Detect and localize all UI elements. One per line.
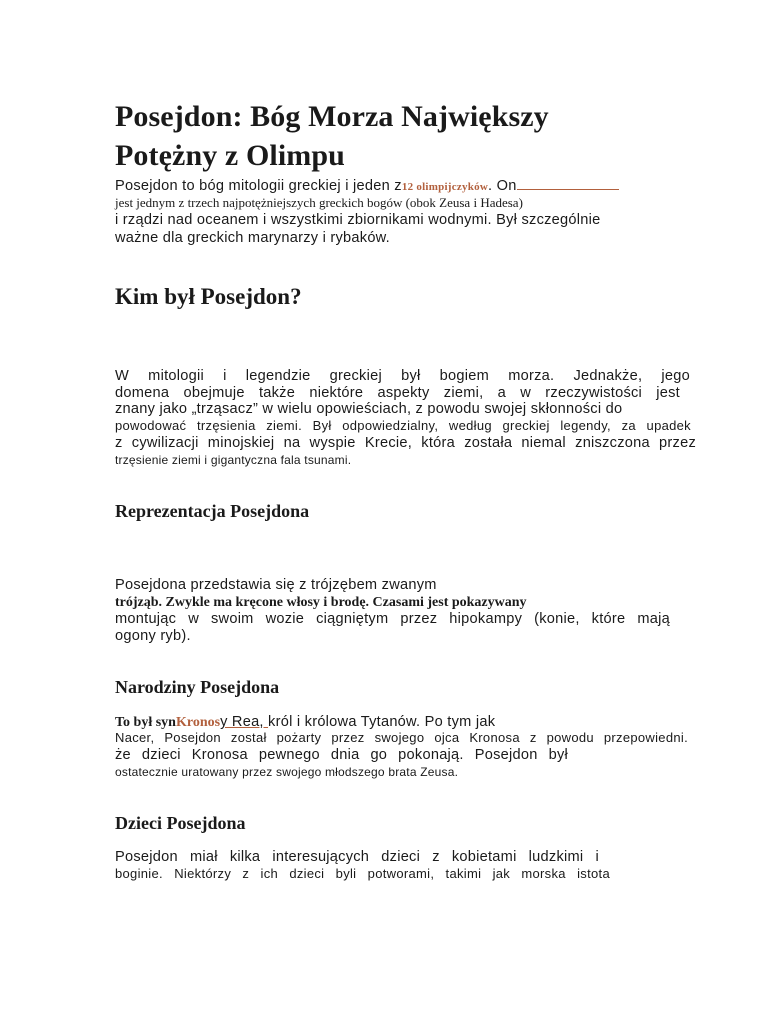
intro-line-1 bbox=[115, 178, 619, 196]
section1-line-1: W mitologii i legendzie greckiej był bogiem morza. Jednakże, jego bbox=[115, 368, 690, 384]
intro-line-4: ważne dla greckich marynarzy i rybaków. bbox=[115, 230, 390, 246]
section1-line-4: powodować trzęsienia ziemi. Był odpowiedzialny, według greckiej legendy, za upadek bbox=[115, 418, 691, 433]
section-heading-narodziny: Narodziny Posejdona bbox=[115, 677, 280, 697]
section-heading-dzieci: Dzieci Posejdona bbox=[115, 813, 246, 833]
section3-line-4: ostatecznie uratowany przez swojego młodszego brata Zeusa. bbox=[115, 765, 459, 779]
section-heading-reprezentacja: Reprezentacja Posejdona bbox=[115, 501, 310, 521]
olympians-link[interactable]: 12 olimpijczyków bbox=[401, 181, 489, 193]
page-title-line-1: Posejdon: Bóg Morza Największy bbox=[115, 100, 549, 133]
section1-line-3: znany jako „trząsacz” w wielu opowieściach, z powodu swojej skłonności do bbox=[115, 401, 623, 417]
section-heading-kim-byl: Kim był Posejdon? bbox=[115, 284, 302, 309]
intro-line-3: i rządzi nad oceanem i wszystkimi zbiornikami wodnymi. Był szczególnie bbox=[115, 212, 601, 228]
section1-line-6: trzęsienie ziemi i gigantyczna fala tsunami. bbox=[115, 453, 352, 467]
section4-line-1: Posejdon miał kilka interesujących dzieci z kobietami ludzkimi i bbox=[115, 849, 599, 865]
section2-line-3: montując w swoim wozie ciągniętym przez hipokampy (konie, które mają bbox=[115, 611, 670, 627]
section2-line-4: ogony ryb). bbox=[115, 628, 191, 644]
kronos-link[interactable]: Kronos bbox=[175, 715, 221, 730]
section1-line-2: domena obejmuje także niektóre aspekty ziemi, a w rzeczywistości jest bbox=[115, 385, 680, 401]
intro-blank-line bbox=[517, 179, 619, 190]
section4-line-2: boginie. Niektórzy z ich dzieci byli potworami, takimi jak morska istota bbox=[115, 866, 610, 881]
section3-text-c: król i królowa Tytanów. Po tym jak bbox=[268, 714, 496, 730]
intro-text-a: Posejdon to bóg mitologii greckiej i jeden z bbox=[115, 178, 402, 194]
section3-line-2: Nacer, Posejdon został pożarty przez swojego ojca Kronosa z powodu przepowiedni. bbox=[115, 730, 688, 745]
intro-text-b: . On bbox=[488, 178, 517, 194]
section3-line-3: że dzieci Kronosa pewnego dnia go pokonają. Posejdon był bbox=[115, 747, 568, 763]
section3-line-1 bbox=[115, 713, 495, 731]
section2-line-2: trójząb. Zwykle ma kręcone włosy i brodę. Czasami jest pokazywany bbox=[115, 595, 527, 610]
section2-line-1: Posejdona przedstawia się z trójzębem zwanym bbox=[115, 577, 437, 593]
section3-text-a: To był syn bbox=[115, 715, 176, 730]
page-title-line-2: Potężny z Olimpu bbox=[115, 139, 345, 172]
section3-text-b: y Rea, bbox=[220, 714, 269, 730]
section1-line-5: z cywilizacji minojskiej na wyspie Krecie, która została niemal zniszczona przez bbox=[115, 435, 696, 451]
intro-line-2: jest jednym z trzech najpotężniejszych greckich bogów (obok Zeusa i Hadesa) bbox=[115, 195, 523, 210]
